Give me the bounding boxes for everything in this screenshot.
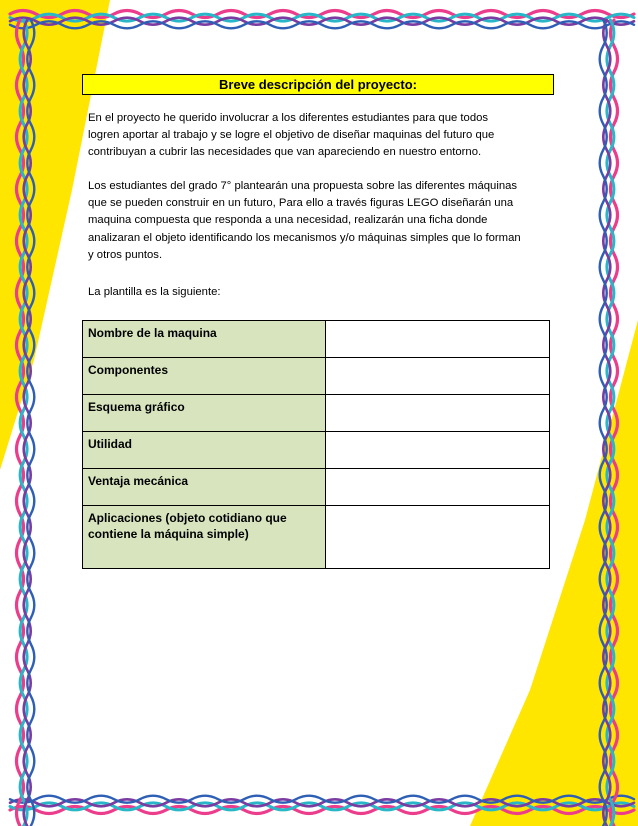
template-intro: La plantilla es la siguiente: (88, 286, 221, 298)
row-value (326, 432, 550, 469)
description-paragraph (88, 178, 558, 264)
row-label: Nombre de la maquina (83, 321, 326, 358)
text-line: logren aportar al trabajo y se logre el objetivo de diseñar maquinas del futuro que (88, 129, 495, 142)
row-value (326, 395, 550, 432)
text-line: y otros puntos. (88, 248, 163, 261)
text-line: analizaran el objeto identificando los mecanismos y/o máquinas simples que lo forman (88, 231, 521, 244)
table-row (83, 432, 550, 469)
row-label: Componentes (83, 358, 326, 395)
row-value (326, 321, 550, 358)
table-row (83, 321, 550, 358)
row-value (326, 469, 550, 506)
row-label: Utilidad (83, 432, 326, 469)
text-line: maquina compuesta que responda a una necesidad, realizarán una ficha donde (88, 214, 488, 227)
table-row (83, 469, 550, 506)
table-row (83, 395, 550, 432)
template-table (82, 320, 550, 569)
row-value (326, 506, 550, 569)
section-title: Breve descripción del proyecto: (82, 74, 554, 95)
text-line: Los estudiantes del grado 7° plantearán una propuesta sobre las diferentes máquinas (88, 180, 518, 192)
table-row (83, 506, 550, 569)
text-line: que se pueden construir en un futuro, Para ello a través figuras LEGO diseñarán una (88, 197, 514, 210)
intro-paragraph (88, 110, 558, 162)
row-label: Esquema gráfico (83, 395, 326, 432)
row-label: Ventaja mecánica (83, 469, 326, 506)
table-row (83, 358, 550, 395)
text-line: contribuyan a cubrir las necesidades que van apareciendo en nuestro entorno. (88, 146, 482, 159)
row-value (326, 358, 550, 395)
text-line: En el proyecto he querido involucrar a los diferentes estudiantes para que todos (88, 112, 489, 124)
row-label: Aplicaciones (objeto cotidiano que contiene la máquina simple) (83, 506, 326, 569)
